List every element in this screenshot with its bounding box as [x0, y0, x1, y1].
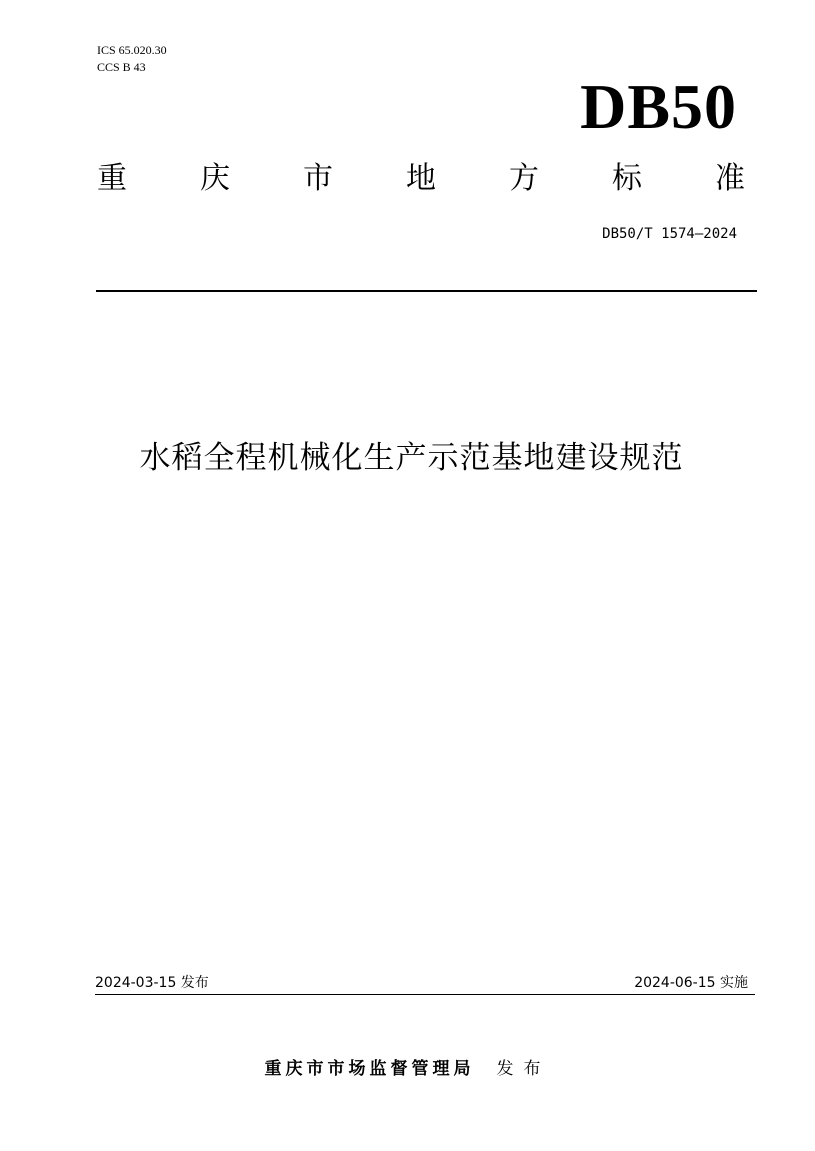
- standard-type-char: 方: [509, 161, 539, 196]
- publisher-organization: 重庆市市场监督管理局: [264, 1059, 475, 1079]
- publisher-action: 发布: [496, 1059, 551, 1079]
- standard-type-char: 准: [715, 161, 745, 196]
- header-divider: [96, 290, 757, 292]
- classification-codes: [97, 42, 167, 76]
- db50-logo: DB50: [580, 71, 737, 142]
- standard-type-char: 地: [406, 161, 436, 196]
- standard-type-char: 市: [303, 161, 333, 196]
- publisher-line: [0, 1057, 815, 1081]
- ccs-code: CCS B 43: [97, 60, 146, 74]
- standard-type-char: 重: [97, 161, 127, 196]
- standard-number: DB50/T 1574—2024: [602, 226, 737, 242]
- release-date: 2024-03-15 发布: [95, 975, 209, 991]
- standard-type-char: 庆: [200, 161, 230, 196]
- standard-type-char: 标: [612, 161, 642, 196]
- ics-code: ICS 65.020.30: [97, 43, 167, 57]
- standard-type-heading: [97, 160, 745, 198]
- document-title: 水稻全程机械化生产示范基地建设规范: [139, 440, 684, 476]
- implementation-date: 2024-06-15 实施: [634, 975, 748, 991]
- date-divider: [95, 994, 755, 995]
